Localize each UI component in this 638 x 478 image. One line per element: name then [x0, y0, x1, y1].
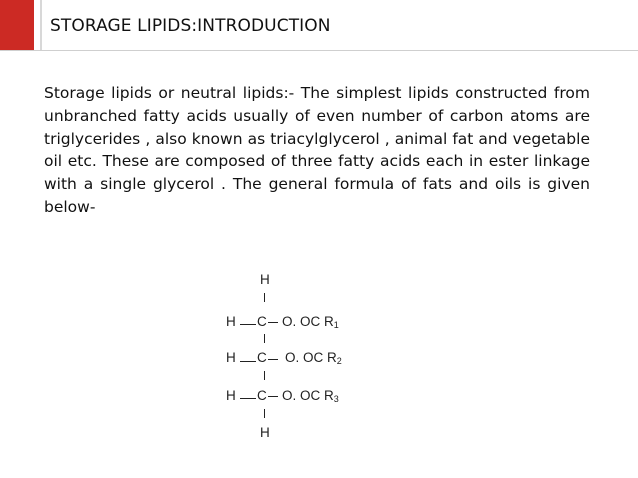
formula-bond [268, 396, 278, 397]
formula-bond [240, 324, 256, 325]
slide-title: STORAGE LIPIDS:INTRODUCTION [50, 16, 331, 36]
formula-bond [264, 409, 265, 418]
formula-bond [240, 361, 256, 362]
formula-bottom-h: H [260, 425, 270, 440]
title-accent-bar [0, 0, 34, 50]
formula-row3-c: C [257, 388, 267, 403]
title-underline [0, 50, 638, 51]
formula-bond [264, 371, 265, 380]
title-separator [40, 0, 42, 50]
formula-row2-group: O. OC $R_2$ [285, 350, 342, 366]
formula-bond [268, 359, 278, 360]
formula-row3-group: O. OC $R_3$ [282, 388, 339, 404]
formula-row1-c: C [257, 314, 267, 329]
triglyceride-formula [226, 272, 366, 442]
formula-bond [264, 293, 265, 302]
formula-row1-h: H [226, 314, 236, 329]
formula-row3-h: H [226, 388, 236, 403]
formula-top-h: H [260, 272, 270, 287]
formula-row2-h: H [226, 350, 236, 365]
formula-bond [268, 322, 278, 323]
formula-bond [264, 334, 265, 343]
formula-row2-c: C [257, 350, 267, 365]
formula-row1-group: O. OC $R_1$ [282, 314, 339, 330]
formula-bond [240, 398, 256, 399]
slide-body-text: Storage lipids or neutral lipids:- The simplest lipids constructed from unbranched fatty acids usually of even number of carbon atoms are triglycerides , also known as triacylglycerol , animal fat and vegetable oil etc. These are composed of three fatty acids each in ester linkage with a single glycerol . The general formula of fats and oils is given below- [44, 84, 590, 216]
